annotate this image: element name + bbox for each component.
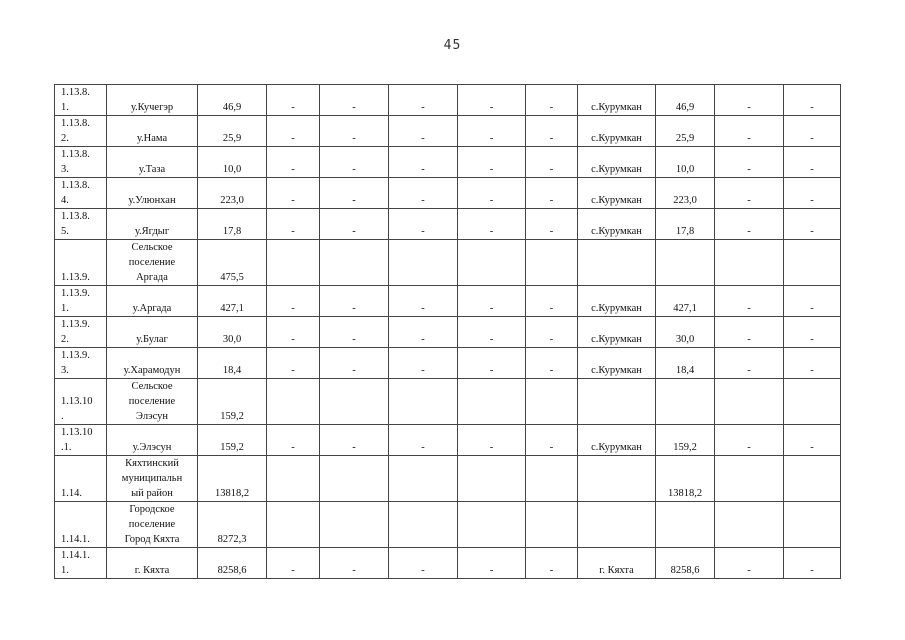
col-11-value: - [715,209,784,240]
col-4-value [267,502,320,548]
col-7-value: - [458,147,526,178]
row-code: 1.13.10 . [55,379,107,425]
population-value: 46,9 [198,85,267,116]
col-7-value [458,502,526,548]
col-8-value [526,379,578,425]
col-12-value [784,240,841,286]
col-11-value: - [715,286,784,317]
population-value: 25,9 [198,116,267,147]
population-value: 17,8 [198,209,267,240]
table-row [55,456,841,502]
col-8-value: - [526,286,578,317]
col-7-value: - [458,286,526,317]
col-8-value: - [526,85,578,116]
col-7-value: - [458,209,526,240]
col-7-value: - [458,178,526,209]
row-code: 1.13.8. 4. [55,178,107,209]
table-row [55,147,841,178]
col-8-value: - [526,209,578,240]
col-6-value [389,456,458,502]
col-6-value [389,502,458,548]
center-value [656,240,715,286]
col-5-value [320,379,389,425]
center-value: 159,2 [656,425,715,456]
center-value: 30,0 [656,317,715,348]
population-value: 8258,6 [198,548,267,579]
col-11-value [715,379,784,425]
col-8-value [526,240,578,286]
col-11-value [715,456,784,502]
row-code: 1.14.1. [55,502,107,548]
col-8-value: - [526,147,578,178]
col-8-value [526,456,578,502]
center-name [578,379,656,425]
col-5-value [320,240,389,286]
col-11-value: - [715,85,784,116]
settlement-name: у.Кучегэр [107,85,198,116]
center-name: с.Курумкан [578,147,656,178]
col-4-value: - [267,116,320,147]
center-value: 46,9 [656,85,715,116]
col-12-value: - [784,286,841,317]
col-6-value [389,240,458,286]
table-row [55,209,841,240]
center-name: с.Курумкан [578,116,656,147]
col-12-value: - [784,348,841,379]
settlement-name: у.Таза [107,147,198,178]
center-value [656,379,715,425]
col-6-value: - [389,548,458,579]
center-name: с.Курумкан [578,178,656,209]
col-4-value: - [267,85,320,116]
col-6-value: - [389,286,458,317]
col-8-value [526,502,578,548]
row-code: 1.13.8. 1. [55,85,107,116]
population-value: 159,2 [198,379,267,425]
table-row [55,240,841,286]
col-7-value: - [458,85,526,116]
col-11-value: - [715,425,784,456]
table-row [55,425,841,456]
settlement-name: Кяхтинский муниципальн ый район [107,456,198,502]
center-name: с.Курумкан [578,425,656,456]
col-4-value: - [267,317,320,348]
col-11-value: - [715,317,784,348]
col-5-value: - [320,85,389,116]
center-name [578,240,656,286]
col-11-value [715,502,784,548]
col-5-value: - [320,209,389,240]
center-value: 25,9 [656,116,715,147]
col-5-value: - [320,548,389,579]
col-12-value: - [784,85,841,116]
col-4-value: - [267,178,320,209]
center-value: 13818,2 [656,456,715,502]
settlement-name: у.Элэсун [107,425,198,456]
table-row [55,502,841,548]
settlement-name: у.Нама [107,116,198,147]
population-value: 30,0 [198,317,267,348]
col-6-value: - [389,348,458,379]
row-code: 1.13.10 .1. [55,425,107,456]
col-6-value: - [389,116,458,147]
col-6-value [389,379,458,425]
col-5-value: - [320,425,389,456]
col-12-value [784,502,841,548]
row-code: 1.14. [55,456,107,502]
table-row [55,116,841,147]
settlement-name: у.Аргада [107,286,198,317]
settlement-name: у.Харамодун [107,348,198,379]
col-5-value: - [320,116,389,147]
population-value: 223,0 [198,178,267,209]
col-6-value: - [389,178,458,209]
col-5-value: - [320,178,389,209]
col-8-value: - [526,116,578,147]
col-5-value: - [320,286,389,317]
center-name: с.Курумкан [578,286,656,317]
page-number: 45 [443,38,462,53]
row-code: 1.13.8. 2. [55,116,107,147]
center-value: 223,0 [656,178,715,209]
col-7-value [458,240,526,286]
col-12-value: - [784,116,841,147]
col-5-value: - [320,348,389,379]
table-row [55,317,841,348]
col-5-value: - [320,147,389,178]
col-8-value: - [526,348,578,379]
row-code: 1.13.8. 3. [55,147,107,178]
settlement-name: у.Булаг [107,317,198,348]
col-12-value [784,379,841,425]
col-7-value: - [458,425,526,456]
col-11-value: - [715,116,784,147]
col-7-value [458,456,526,502]
col-4-value [267,379,320,425]
col-12-value [784,456,841,502]
col-6-value: - [389,147,458,178]
table-row [55,178,841,209]
population-value: 10,0 [198,147,267,178]
col-4-value: - [267,147,320,178]
population-value: 8272,3 [198,502,267,548]
row-code: 1.13.9. [55,240,107,286]
row-code: 1.13.9. 3. [55,348,107,379]
col-12-value: - [784,209,841,240]
center-value: 18,4 [656,348,715,379]
center-name [578,456,656,502]
col-11-value: - [715,548,784,579]
col-6-value: - [389,85,458,116]
population-value: 13818,2 [198,456,267,502]
col-12-value: - [784,548,841,579]
col-4-value: - [267,548,320,579]
center-name: с.Курумкан [578,209,656,240]
col-11-value: - [715,147,784,178]
settlement-name: у.Ягдыг [107,209,198,240]
table-row [55,379,841,425]
col-7-value: - [458,548,526,579]
table-row [55,348,841,379]
population-value: 18,4 [198,348,267,379]
center-name: с.Курумкан [578,85,656,116]
col-4-value: - [267,209,320,240]
col-5-value [320,502,389,548]
col-5-value: - [320,317,389,348]
center-name: с.Курумкан [578,348,656,379]
col-4-value: - [267,348,320,379]
col-4-value [267,240,320,286]
col-6-value: - [389,209,458,240]
table-row [55,85,841,116]
settlement-name: Городское поселение Город Кяхта [107,502,198,548]
row-code: 1.14.1. 1. [55,548,107,579]
col-8-value: - [526,317,578,348]
row-code: 1.13.9. 2. [55,317,107,348]
col-7-value: - [458,116,526,147]
center-name: с.Курумкан [578,317,656,348]
col-6-value: - [389,425,458,456]
col-8-value: - [526,425,578,456]
settlement-name: у.Улюнхан [107,178,198,209]
row-code: 1.13.8. 5. [55,209,107,240]
row-code: 1.13.9. 1. [55,286,107,317]
col-11-value: - [715,178,784,209]
settlement-name: Сельское поселение Элэсун [107,379,198,425]
center-name [578,502,656,548]
center-value: 8258,6 [656,548,715,579]
table-row [55,548,841,579]
col-8-value: - [526,548,578,579]
table-row [55,286,841,317]
population-value: 427,1 [198,286,267,317]
population-value: 159,2 [198,425,267,456]
col-12-value: - [784,147,841,178]
col-12-value: - [784,178,841,209]
col-7-value [458,379,526,425]
settlement-table [54,84,841,579]
center-value: 427,1 [656,286,715,317]
col-4-value: - [267,286,320,317]
col-7-value: - [458,317,526,348]
col-11-value [715,240,784,286]
center-value: 17,8 [656,209,715,240]
settlement-name: Сельское поселение Аргада [107,240,198,286]
col-7-value: - [458,348,526,379]
col-5-value [320,456,389,502]
col-4-value: - [267,425,320,456]
settlement-name: г. Кяхта [107,548,198,579]
center-value [656,502,715,548]
center-name: г. Кяхта [578,548,656,579]
col-12-value: - [784,425,841,456]
center-value: 10,0 [656,147,715,178]
col-8-value: - [526,178,578,209]
col-12-value: - [784,317,841,348]
col-11-value: - [715,348,784,379]
col-6-value: - [389,317,458,348]
population-value: 475,5 [198,240,267,286]
col-4-value [267,456,320,502]
